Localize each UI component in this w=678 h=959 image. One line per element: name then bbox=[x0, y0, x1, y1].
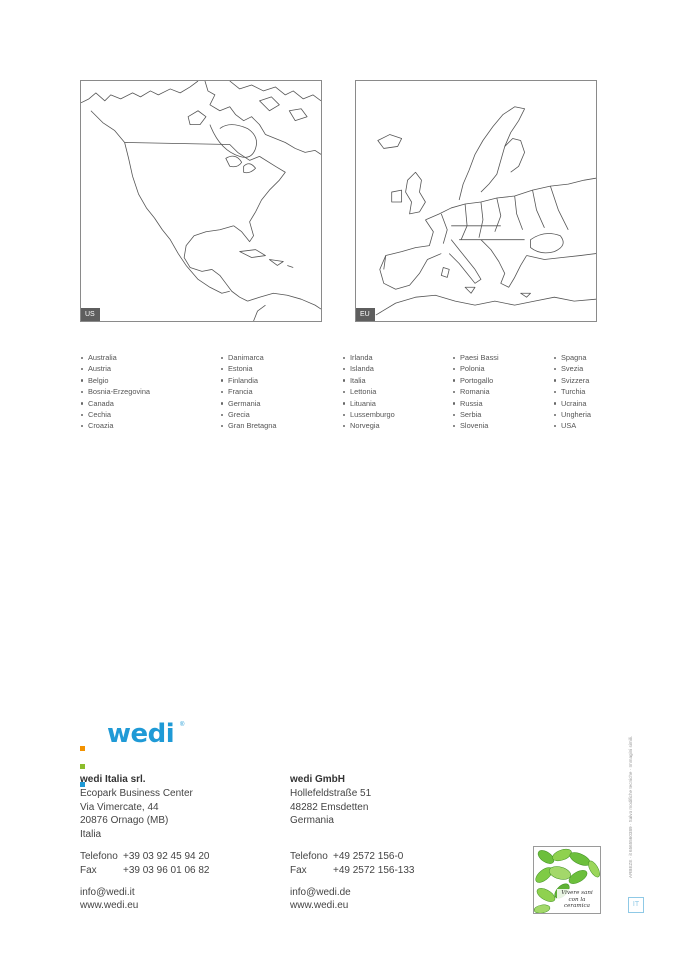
list-item: Polonia bbox=[452, 363, 499, 374]
map-label-eu: EU bbox=[356, 308, 375, 321]
fax-label: Fax bbox=[290, 864, 307, 876]
list-item: Spagna bbox=[553, 352, 591, 363]
country-list-col-1 bbox=[80, 352, 150, 432]
company-name: wedi Italia srl. bbox=[80, 774, 146, 785]
phone-label: Telefono bbox=[290, 850, 328, 862]
list-item: Paesi Bassi bbox=[452, 352, 499, 363]
list-item: Islanda bbox=[342, 363, 395, 374]
address-line: Ecopark Business Center bbox=[80, 787, 193, 799]
list-item: Francia bbox=[220, 386, 276, 397]
phone-number: +39 03 92 45 94 20 bbox=[123, 850, 210, 862]
logo-dot-orange bbox=[80, 746, 85, 751]
address-line: Hollefeldstraße 51 bbox=[290, 787, 372, 799]
address-line: Via Vimercate, 44 bbox=[80, 801, 159, 813]
list-item: Turchia bbox=[553, 386, 591, 397]
list-item: Grecia bbox=[220, 409, 276, 420]
website-link[interactable]: www.wedi.eu bbox=[80, 900, 139, 912]
list-item: Germania bbox=[220, 398, 276, 409]
badge-text bbox=[557, 889, 597, 910]
phone-row bbox=[80, 850, 209, 864]
side-note: ARBEZE · it 6565560389 · Salvo modifiche tecniche · Immagini simili. bbox=[628, 736, 633, 878]
address-line: Italia bbox=[80, 829, 102, 841]
list-item: Romania bbox=[452, 386, 499, 397]
badge-line: con la bbox=[568, 896, 586, 903]
fax-number: +49 2572 156-133 bbox=[333, 864, 415, 876]
vivere-sani-badge bbox=[533, 846, 601, 914]
list-item: Austria bbox=[80, 363, 150, 374]
badge-line: Vivere sani bbox=[561, 890, 593, 897]
badge-line: ceramica bbox=[563, 902, 590, 909]
phone-number: +49 2572 156-0 bbox=[333, 850, 404, 862]
list-item: Estonia bbox=[220, 363, 276, 374]
list-item: Ungheria bbox=[553, 409, 591, 420]
fax-row bbox=[80, 864, 209, 878]
list-item: Bosnia-Erzegovina bbox=[80, 386, 150, 397]
list-item: Ucraina bbox=[553, 398, 591, 409]
list-item: Italia bbox=[342, 375, 395, 386]
list-item: Australia bbox=[80, 352, 150, 363]
email-link[interactable]: info@wedi.de bbox=[290, 886, 351, 898]
country-list-col-5 bbox=[553, 352, 591, 432]
map-label-us: US bbox=[81, 308, 100, 321]
fax-label: Fax bbox=[80, 864, 97, 876]
country-list-col-4 bbox=[452, 352, 499, 432]
list-item: Irlanda bbox=[342, 352, 395, 363]
language-badge: IT bbox=[628, 897, 644, 913]
phone-row bbox=[290, 850, 414, 864]
email-link[interactable]: info@wedi.it bbox=[80, 886, 135, 898]
website-link[interactable]: www.wedi.eu bbox=[290, 900, 349, 912]
list-item: Finlandia bbox=[220, 375, 276, 386]
company-name: wedi GmbH bbox=[290, 774, 346, 785]
list-item: Belgio bbox=[80, 375, 150, 386]
fax-row bbox=[290, 864, 414, 878]
list-item: Lituania bbox=[342, 398, 395, 409]
address-gmbh bbox=[290, 773, 414, 913]
list-item: Cechia bbox=[80, 409, 150, 420]
north-america-outline bbox=[81, 81, 321, 321]
address-line: 20876 Ornago (MB) bbox=[80, 815, 169, 827]
address-italia bbox=[80, 773, 209, 913]
list-item: Svizzera bbox=[553, 375, 591, 386]
us-map bbox=[80, 80, 322, 322]
country-list-col-3 bbox=[342, 352, 395, 432]
list-item: Lettonia bbox=[342, 386, 395, 397]
fax-number: +39 03 96 01 06 82 bbox=[123, 864, 210, 876]
phone-label: Telefono bbox=[80, 850, 118, 862]
europe-outline bbox=[356, 81, 596, 321]
list-item: Norvegia bbox=[342, 420, 395, 431]
list-item: Lussemburgo bbox=[342, 409, 395, 420]
eu-map bbox=[355, 80, 597, 322]
list-item: USA bbox=[553, 420, 591, 431]
list-item: Serbia bbox=[452, 409, 499, 420]
logo-dot-green bbox=[80, 764, 85, 769]
country-list-col-2 bbox=[220, 352, 276, 432]
list-item: Portogallo bbox=[452, 375, 499, 386]
logo-registered-mark: ® bbox=[180, 722, 185, 728]
list-item: Slovenia bbox=[452, 420, 499, 431]
list-item: Canada bbox=[80, 398, 150, 409]
list-item: Gran Bretagna bbox=[220, 420, 276, 431]
list-item: Svezia bbox=[553, 363, 591, 374]
list-item: Russia bbox=[452, 398, 499, 409]
address-line: 48282 Emsdetten bbox=[290, 801, 369, 813]
list-item: Danimarca bbox=[220, 352, 276, 363]
list-item: Croazia bbox=[80, 420, 150, 431]
address-line: Germania bbox=[290, 815, 334, 827]
logo-wordmark: wedi bbox=[107, 719, 175, 749]
